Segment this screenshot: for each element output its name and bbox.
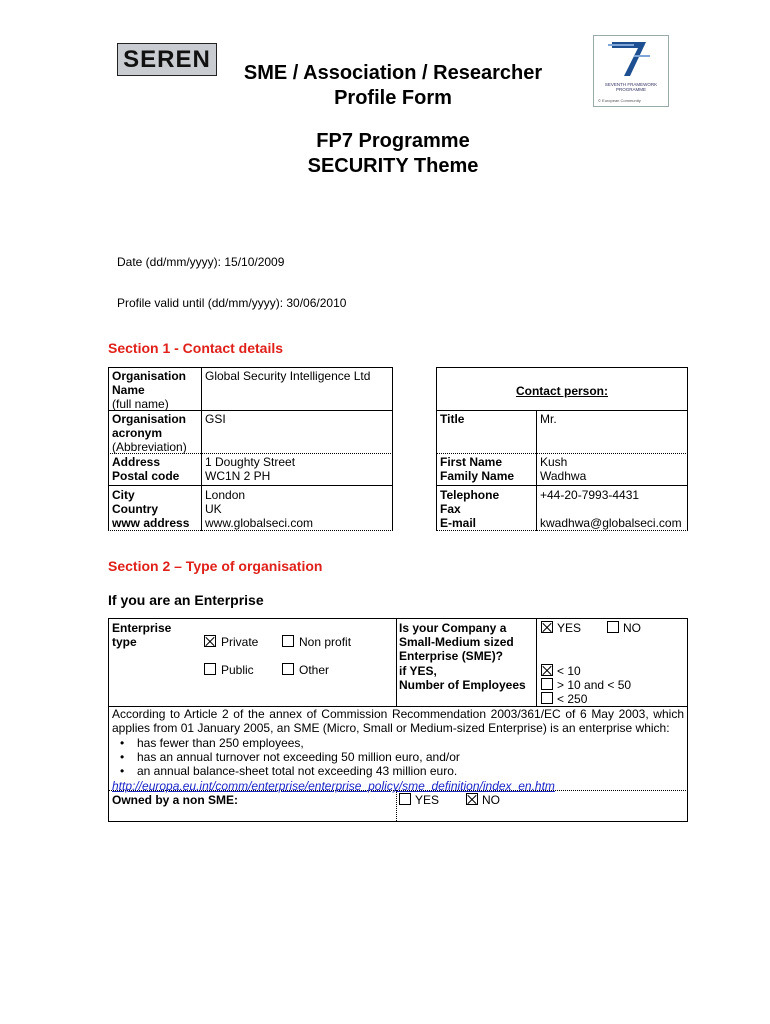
city-value: London <box>205 488 246 502</box>
organisation-table <box>108 367 393 531</box>
employees-10-50-checkbox[interactable] <box>541 678 553 690</box>
employees-lt10-label: < 10 <box>557 664 581 678</box>
list-item: • has an annual turnover not exceeding 50 million euro, and/or <box>112 750 684 764</box>
city-label: City <box>112 488 135 502</box>
if-yes-label: if YES, <box>399 664 437 678</box>
owned-no-label: NO <box>482 793 500 807</box>
sme-definition-link[interactable]: http://europa.eu.int/comm/enterprise/enterprise_policy/sme_definition/index_en.htm <box>112 779 555 793</box>
title-label: Title <box>440 412 465 426</box>
seren-logo: SEREN <box>117 43 217 76</box>
enterprise-table <box>108 618 688 822</box>
address-label: Address <box>112 455 161 469</box>
fp7-logo-ec: © European Community <box>598 98 641 103</box>
title-value: Mr. <box>540 412 557 426</box>
sme-yes-label: YES <box>557 621 582 635</box>
fp7-seven-icon <box>594 36 668 81</box>
employees-lt250-checkbox[interactable] <box>541 692 553 704</box>
owned-no-checkbox[interactable] <box>466 793 478 805</box>
family-name-value: Wadhwa <box>540 469 587 483</box>
sme-no-label: NO <box>623 621 641 635</box>
page-title <box>200 61 586 111</box>
fp7-logo <box>593 35 669 107</box>
employees-10-50-label: > 10 and < 50 <box>557 678 632 692</box>
section-1-heading: Section 1 - Contact details <box>108 340 284 356</box>
list-item: • has fewer than 250 employees, <box>112 736 684 750</box>
acronym-label: Organisation acronym (Abbreviation) <box>112 412 187 454</box>
section-2-heading: Section 2 – Type of organisation <box>108 558 323 574</box>
email-value: kwadhwa@globalseci.com <box>540 516 682 530</box>
other-label: Other <box>299 663 330 677</box>
employees-lt250-label: < 250 <box>557 692 588 706</box>
org-name-value: Global Security Intelligence Ltd <box>205 369 371 383</box>
sme-criteria-list <box>112 736 684 778</box>
telephone-value: +44-20-7993-4431 <box>540 488 640 502</box>
owned-yes-checkbox[interactable] <box>399 793 411 805</box>
title-line-2: Profile Form <box>334 87 452 109</box>
private-label: Private <box>221 635 259 649</box>
address-value: 1 Doughty Street <box>205 455 296 469</box>
sme-question: Is your Company a Small-Medium sized Enterprise (SME)? <box>399 621 514 663</box>
postal-code-label: Postal code <box>112 469 180 483</box>
sme-yes-checkbox[interactable] <box>541 621 553 633</box>
employees-label: Number of Employees <box>399 678 526 692</box>
first-name-label: First Name <box>440 455 503 469</box>
date-field: Date (dd/mm/yyyy): 15/10/2009 <box>117 255 285 269</box>
owned-by-non-sme-label: Owned by a non SME: <box>112 793 239 807</box>
valid-until-field: Profile valid until (dd/mm/yyyy): 30/06/2010 <box>117 296 347 310</box>
sme-no-checkbox[interactable] <box>607 621 619 633</box>
org-name-label: Organisation Name (full name) <box>112 369 187 411</box>
public-checkbox[interactable] <box>204 663 216 675</box>
contact-person-table <box>436 367 688 531</box>
first-name-value: Kush <box>540 455 568 469</box>
private-checkbox[interactable] <box>204 635 216 647</box>
email-label: E-mail <box>440 516 477 530</box>
title-line-1: SME / Association / Researcher <box>243 62 543 84</box>
www-label: www address <box>112 516 190 530</box>
subtitle-line-1: FP7 Programme <box>316 130 470 152</box>
family-name-label: Family Name <box>440 469 515 483</box>
enterprise-type-label: Enterprise type <box>112 621 172 649</box>
country-label: Country <box>112 502 158 516</box>
nonprofit-checkbox[interactable] <box>282 635 294 647</box>
contact-person-heading: Contact person: <box>515 384 608 398</box>
other-checkbox[interactable] <box>282 663 294 675</box>
nonprofit-label: Non profit <box>299 635 352 649</box>
telephone-label: Telephone <box>440 488 500 502</box>
www-value: www.globalseci.com <box>205 516 314 530</box>
page-subtitle <box>200 129 586 179</box>
employees-lt10-checkbox[interactable] <box>541 664 553 676</box>
country-value: UK <box>205 502 222 516</box>
fp7-logo-caption: SEVENTH FRAMEWORK PROGRAMME <box>604 82 658 92</box>
postal-code-value: WC1N 2 PH <box>205 469 271 483</box>
public-label: Public <box>221 663 254 677</box>
acronym-value: GSI <box>205 412 226 426</box>
owned-yes-label: YES <box>415 793 440 807</box>
enterprise-heading: If you are an Enterprise <box>108 592 264 608</box>
subtitle-line-2: SECURITY Theme <box>307 155 479 177</box>
list-item: • an annual balance-sheet total not exceeding 43 million euro. <box>112 764 684 778</box>
sme-definition-text: According to Article 2 of the annex of Commission Recommendation 2003/361/EC of 6 May 2003, which applies from 01 January 2005, an SME (Micro, Small or Medium-sized Enterprise) is an enterprise which: <box>112 707 684 735</box>
fax-label: Fax <box>440 502 461 516</box>
